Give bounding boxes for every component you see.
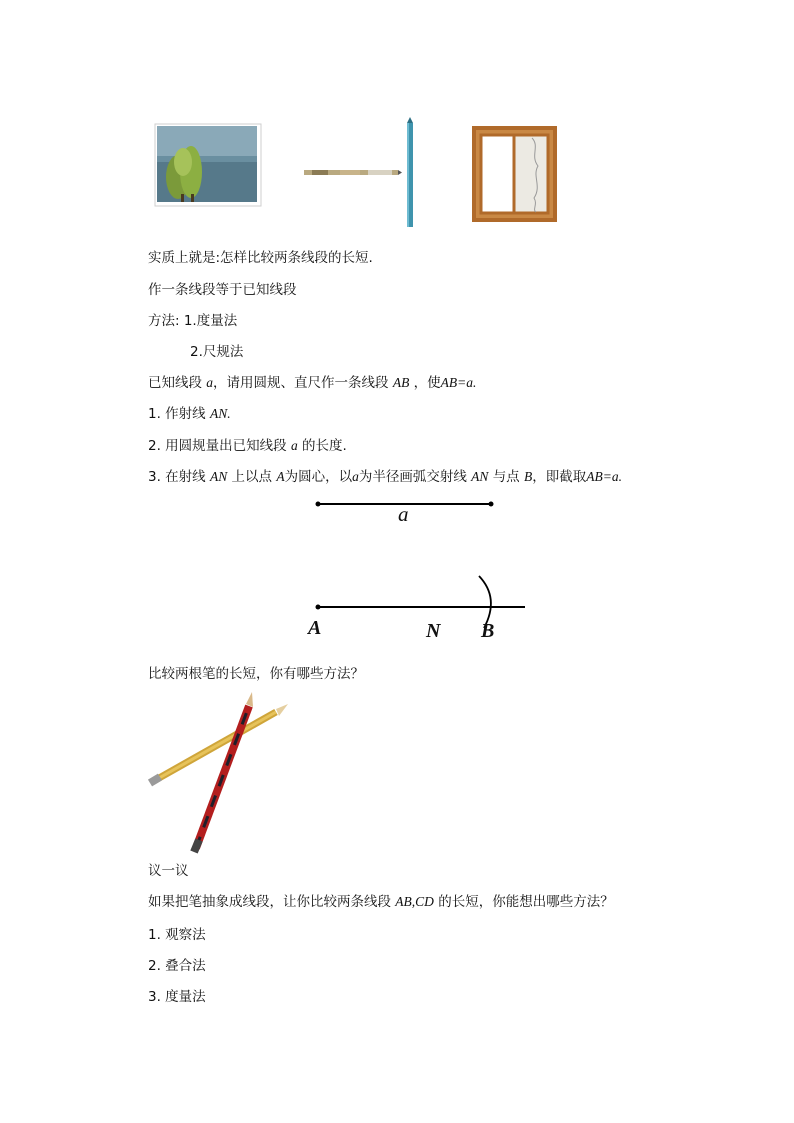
photo-landscape bbox=[153, 122, 263, 208]
step-1 bbox=[148, 405, 231, 423]
method-overlap: 2. 叠合法 bbox=[148, 958, 206, 974]
step3-var-an: AN bbox=[209, 469, 228, 484]
step3-text-d: 为半径画弧交射线 bbox=[358, 469, 467, 485]
label-N: N bbox=[426, 620, 441, 642]
point-a-dot bbox=[316, 605, 321, 610]
step2-text-b: 的长度. bbox=[302, 438, 347, 454]
abstract-q-a: 如果把笔抽象成线段，让你比较两条线段 bbox=[148, 894, 391, 910]
step3-eq: AB=a. bbox=[586, 469, 622, 484]
abstract-question bbox=[148, 893, 614, 911]
step3-var-an2: AN bbox=[471, 469, 489, 484]
task-text-a: 已知线段 bbox=[148, 375, 202, 391]
step3-var-A: A bbox=[276, 469, 285, 484]
step3-text-f: ，即截取 bbox=[532, 469, 587, 485]
step1-var: AN. bbox=[209, 406, 231, 421]
method-2: 2.尺规法 bbox=[190, 344, 244, 360]
red-pencil bbox=[194, 692, 253, 852]
task-var-a: a bbox=[206, 375, 214, 390]
task-text-b: ，请用圆规、直尺作一条线段 bbox=[213, 375, 389, 391]
step-2 bbox=[148, 437, 347, 455]
task-text-c: ，使 bbox=[413, 375, 441, 391]
construct-heading: 作一条线段等于已知线段 bbox=[148, 282, 297, 298]
method-label: 方法: 1.度量法 bbox=[148, 313, 238, 329]
abstract-q-b: 的长短，你能想出哪些方法？ bbox=[438, 894, 614, 910]
discuss-heading: 议一议 bbox=[148, 863, 189, 879]
step1-text: 1. 作射线 bbox=[148, 406, 206, 422]
step2-var: a bbox=[290, 438, 298, 453]
abstract-q-var: AB,CD bbox=[395, 894, 434, 909]
ray-an-figure bbox=[310, 570, 540, 640]
task-eq: AB=a. bbox=[440, 375, 477, 390]
pencil-horizontal bbox=[302, 162, 402, 172]
yellow-pencil bbox=[150, 704, 288, 783]
window-wooden-frame bbox=[472, 126, 557, 222]
step3-text-e: 与点 bbox=[492, 469, 520, 485]
step3-text-b: 上以点 bbox=[231, 469, 273, 485]
step3-text-c: 为圆心，以 bbox=[284, 469, 353, 485]
segment-a-left-dot bbox=[316, 502, 321, 507]
method-measure: 3. 度量法 bbox=[148, 989, 206, 1005]
label-B: B bbox=[481, 620, 495, 642]
pen-vertical bbox=[404, 117, 416, 230]
segment-a-figure bbox=[310, 495, 510, 530]
two-pencils-crossed bbox=[146, 690, 291, 855]
task-line bbox=[148, 374, 476, 392]
compare-question: 比较两根笔的长短，你有哪些方法？ bbox=[148, 666, 364, 682]
task-var-ab: AB bbox=[392, 375, 410, 390]
step3-var-a: a bbox=[352, 469, 359, 484]
essence-text: 实质上就是:怎样比较两条线段的长短. bbox=[148, 250, 373, 266]
label-A: A bbox=[308, 617, 322, 639]
segment-a-right-dot bbox=[489, 502, 494, 507]
step3-text-a: 3. 在射线 bbox=[148, 469, 206, 485]
method-observe: 1. 观察法 bbox=[148, 927, 206, 943]
step3-var-B: B bbox=[523, 469, 533, 484]
step2-text-a: 2. 用圆规量出已知线段 bbox=[148, 438, 287, 454]
segment-a-label: a bbox=[398, 502, 409, 526]
step-3 bbox=[148, 468, 622, 486]
